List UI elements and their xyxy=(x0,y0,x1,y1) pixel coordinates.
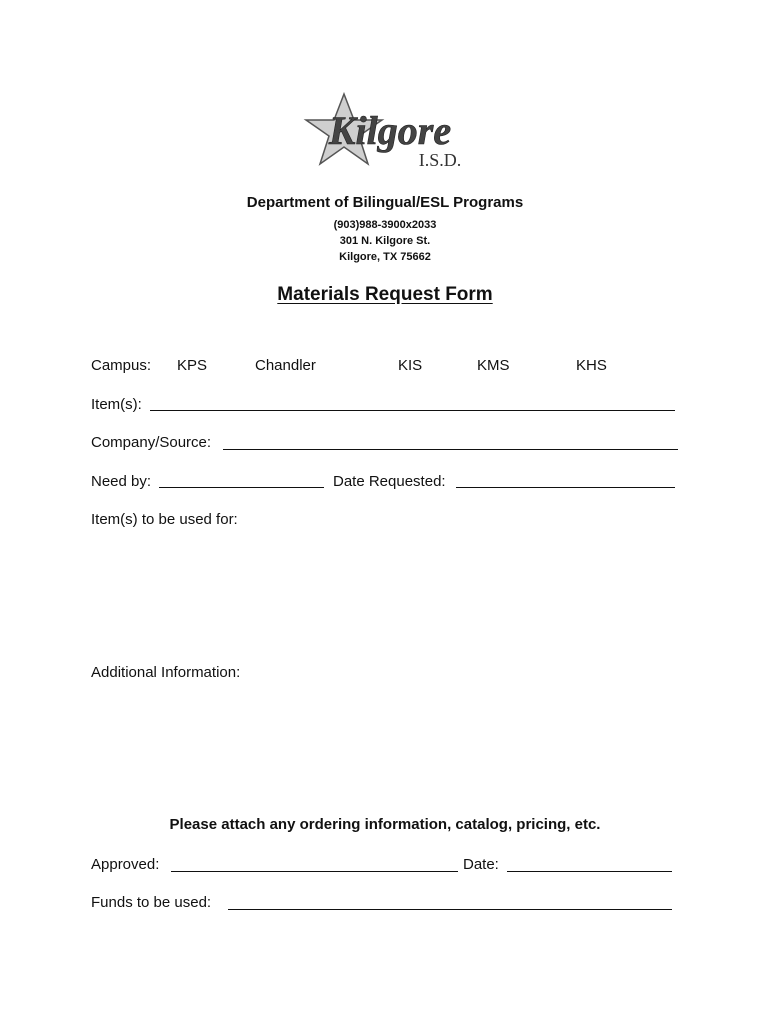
approval-date-field[interactable] xyxy=(507,871,672,872)
department-address-line2: Kilgore, TX 75662 xyxy=(339,251,431,263)
company-source-label: Company/Source: xyxy=(91,434,212,451)
campus-label: Campus: xyxy=(91,357,152,374)
date-requested-field[interactable] xyxy=(456,487,675,488)
company-source-field[interactable] xyxy=(223,449,678,450)
campus-option-kms[interactable]: KMS xyxy=(477,357,510,374)
campus-option-kis[interactable]: KIS xyxy=(398,357,423,374)
department-phone: (903)988-3900x2033 xyxy=(333,219,437,231)
campus-option-kps[interactable]: KPS xyxy=(177,357,208,374)
approved-field[interactable] xyxy=(171,871,458,872)
kilgore-isd-logo xyxy=(292,92,472,172)
additional-information-label: Additional Information: xyxy=(91,664,241,681)
logo-subtitle: I.S.D. xyxy=(418,150,462,170)
approval-date-label: Date: xyxy=(463,856,499,873)
attach-note: Please attach any ordering information, catalog, pricing, etc. xyxy=(169,816,601,833)
logo-wordmark: Kilgore xyxy=(328,108,452,153)
campus-option-chandler[interactable]: Chandler xyxy=(255,357,316,374)
department-address-line1: 301 N. Kilgore St. xyxy=(339,235,431,247)
items-used-for-label: Item(s) to be used for: xyxy=(91,511,238,528)
approved-label: Approved: xyxy=(91,856,160,873)
need-by-field[interactable] xyxy=(159,487,324,488)
items-field[interactable] xyxy=(150,410,675,411)
department-name: Department of Bilingual/ESL Programs xyxy=(246,194,524,211)
funds-label: Funds to be used: xyxy=(91,894,212,911)
form-title: Materials Request Form xyxy=(277,284,493,305)
date-requested-label: Date Requested: xyxy=(333,473,446,490)
campus-option-khs[interactable]: KHS xyxy=(576,357,607,374)
items-label: Item(s): xyxy=(91,396,142,413)
need-by-label: Need by: xyxy=(91,473,152,490)
funds-field[interactable] xyxy=(228,909,672,910)
